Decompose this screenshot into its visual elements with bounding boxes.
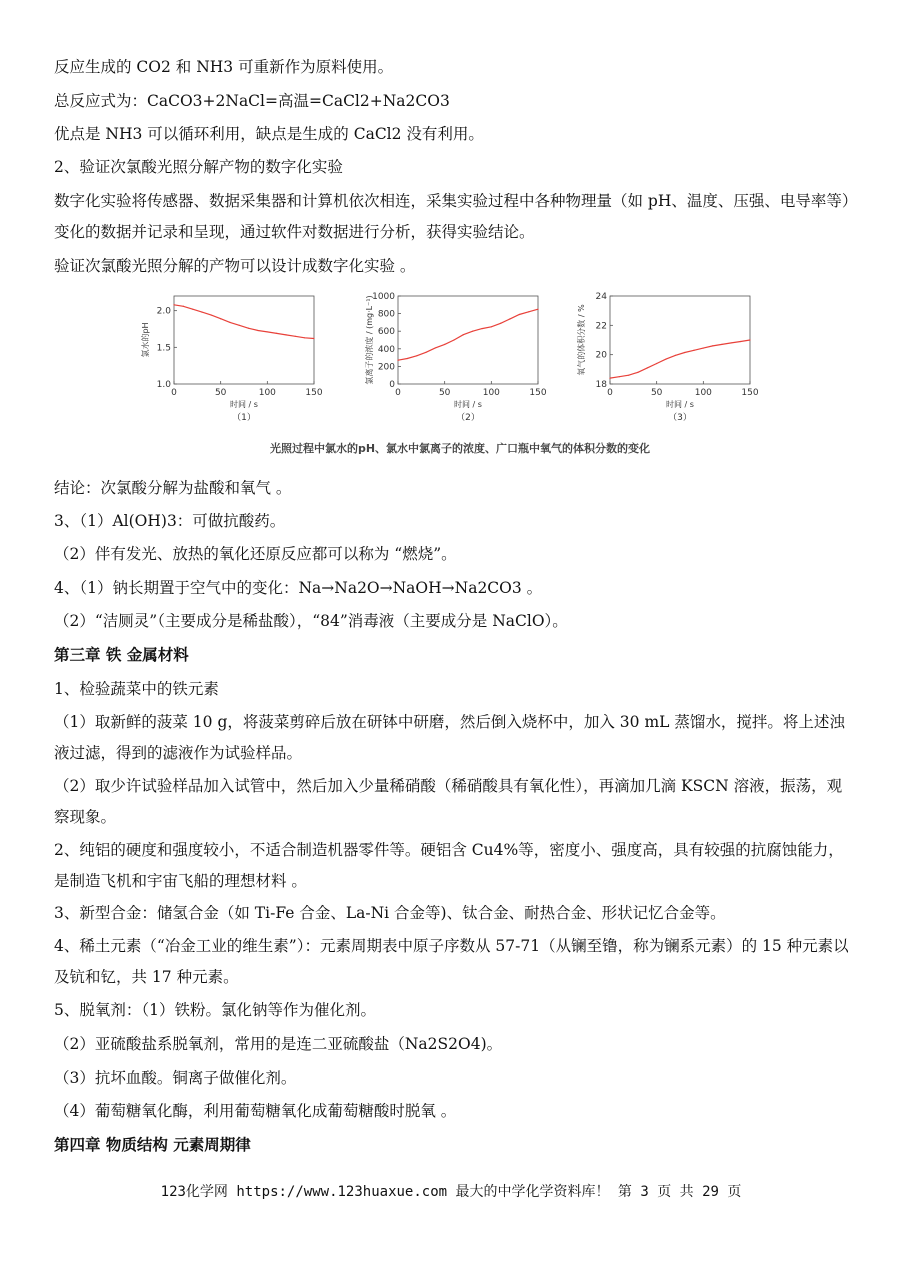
data-point bbox=[619, 376, 620, 377]
section-heading: 1、检验蔬菜中的铁元素 bbox=[54, 680, 219, 698]
panel-label: （2） bbox=[456, 413, 480, 423]
data-point bbox=[276, 333, 277, 334]
y-tick-label: 1.5 bbox=[156, 343, 171, 354]
data-point bbox=[675, 355, 676, 356]
y-tick-label: 18 bbox=[595, 380, 607, 390]
y-tick-label: 2.0 bbox=[156, 306, 171, 317]
chart-frame bbox=[174, 296, 314, 384]
figure-caption: 光照过程中氯水的pH、氯水中氯离子的浓度、广口瓶中氧气的体积分数的变化 bbox=[269, 442, 651, 455]
data-point bbox=[183, 306, 184, 307]
data-point bbox=[173, 304, 174, 305]
panel-label: （1） bbox=[232, 413, 256, 423]
data-point bbox=[684, 352, 685, 353]
section-heading: 2、验证次氯酸光照分解产物的数字化实验 bbox=[54, 158, 343, 176]
data-point bbox=[192, 309, 193, 310]
paragraph: （2）亚硫酸盐系脱氧剂，常用的是连二亚硫酸盐（Na2S2O4)。 bbox=[54, 1035, 503, 1053]
data-point bbox=[201, 312, 202, 313]
x-tick-label: 150 bbox=[305, 388, 323, 398]
data-point bbox=[248, 328, 249, 329]
x-tick-label: 50 bbox=[650, 388, 663, 398]
y-tick-label: 22 bbox=[595, 321, 607, 332]
x-tick-label: 50 bbox=[438, 388, 451, 398]
paragraph: 4、稀土元素（“冶金工业的维生素”）：元素周期表中原子序数从 57-71（从镧至镥，称为镧系元素）的 15 种元素以及钪和钇，共 17 种元素。 bbox=[54, 937, 849, 986]
x-tick-label: 100 bbox=[694, 388, 712, 398]
paragraph: 4、（1）钠长期置于空气中的变化：Na→Na2O→NaOH→Na2CO3 。 bbox=[54, 579, 543, 597]
y-tick-label: 1.0 bbox=[156, 380, 171, 390]
figure-charts bbox=[140, 288, 780, 463]
y-tick-label: 0 bbox=[389, 380, 395, 390]
chapter-heading: 第三章 铁 金属材料 bbox=[54, 645, 189, 664]
data-point bbox=[229, 322, 230, 323]
data-point bbox=[637, 372, 638, 373]
paragraph: 优点是 NH3 可以循环利用，缺点是生成的 CaCl2 没有利用。 bbox=[54, 125, 484, 143]
paragraph: （1）取新鲜的菠菜 10 g，将菠菜剪碎后放在研钵中研磨，然后倒入烧杯中，加入 30 mL 蒸馏水，搅拌。将上述浊液过滤，得到的滤液作为试验样品。 bbox=[54, 713, 845, 762]
x-axis-label: 时间 / s bbox=[230, 400, 258, 409]
paragraph: 结论：次氯酸分解为盐酸和氧气 。 bbox=[54, 479, 292, 497]
x-tick-label: 50 bbox=[214, 388, 227, 398]
data-point bbox=[693, 350, 694, 351]
data-point bbox=[509, 318, 510, 319]
paragraph: 2、纯铝的硬度和强度较小，不适合制造机器零件等。硬铝含 Cu4%等，密度小、强度高，具有较强的抗腐蚀能力，是制造飞机和宇宙飞船的理想材料 。 bbox=[54, 841, 844, 890]
data-point bbox=[647, 367, 648, 368]
data-point bbox=[740, 341, 741, 342]
data-point bbox=[721, 344, 722, 345]
data-point bbox=[463, 334, 464, 335]
data-point bbox=[656, 363, 657, 364]
data-point bbox=[472, 331, 473, 332]
x-tick-label: 150 bbox=[741, 388, 759, 398]
paragraph: 验证次氯酸光照分解的产物可以设计成数字化实验 。 bbox=[54, 257, 416, 275]
paragraph: 总反应式为：CaCO3+2NaCl=高温=CaCl2+Na2CO3 bbox=[54, 92, 450, 110]
data-series-line bbox=[174, 305, 314, 339]
page-footer: 123化学网 https://www.123huaxue.com 最大的中学化学资料库！ 第 3 页 共 29 页 bbox=[160, 1184, 742, 1200]
y-tick-label: 200 bbox=[377, 362, 395, 373]
paragraph: 数字化实验将传感器、数据采集器和计算机依次相连，采集实验过程中各种物理量（如 pH、温度、压强、电导率等）变化的数据并记录和呈现，通过软件对数据进行分析，获得实验结论。 bbox=[54, 192, 850, 241]
x-axis-label: 时间 / s bbox=[454, 400, 482, 409]
data-point bbox=[211, 314, 212, 315]
data-point bbox=[628, 375, 629, 376]
paragraph: 3、新型合金：储氢合金（如 Ti-Fe 合金、La-Ni 合金等)、钛合金、耐热合金、形状记忆合金等。 bbox=[54, 904, 726, 922]
data-point bbox=[397, 360, 398, 361]
data-point bbox=[267, 331, 268, 332]
data-point bbox=[703, 347, 704, 348]
data-point bbox=[285, 334, 286, 335]
paragraph: （2）“洁厕灵”（主要成分是稀盐酸），“84”消毒液（主要成分是 NaClO）。 bbox=[54, 612, 568, 630]
x-tick-label: 0 bbox=[171, 388, 177, 398]
data-point bbox=[519, 314, 520, 315]
data-point bbox=[500, 323, 501, 324]
x-tick-label: 150 bbox=[529, 388, 547, 398]
y-axis-label: 氯离子的浓度 / (mg·L⁻¹) bbox=[365, 295, 374, 385]
y-axis-label: 氧气的体积分数 / % bbox=[577, 304, 586, 376]
data-point bbox=[749, 339, 750, 340]
x-axis-label: 时间 / s bbox=[666, 400, 694, 409]
data-point bbox=[712, 345, 713, 346]
y-axis-label: 氯水的pH bbox=[141, 322, 150, 358]
data-point bbox=[665, 358, 666, 359]
x-tick-label: 100 bbox=[258, 388, 276, 398]
data-point bbox=[528, 311, 529, 312]
data-point bbox=[444, 344, 445, 345]
paragraph: 3、（1）Al(OH)3：可做抗酸药。 bbox=[54, 512, 286, 530]
data-point bbox=[239, 325, 240, 326]
data-point bbox=[425, 352, 426, 353]
paragraph: （3）抗坏血酸。铜离子做催化剂。 bbox=[54, 1069, 297, 1087]
data-point bbox=[220, 318, 221, 319]
data-point bbox=[537, 309, 538, 310]
paragraph: （2）伴有发光、放热的氧化还原反应都可以称为 “燃烧”。 bbox=[54, 545, 457, 563]
data-point bbox=[304, 337, 305, 338]
x-tick-label: 0 bbox=[607, 388, 613, 398]
paragraph: （4）葡萄糖氧化酶，利用葡萄糖氧化成葡萄糖酸时脱氧 。 bbox=[54, 1102, 457, 1120]
data-point bbox=[257, 330, 258, 331]
data-series-line bbox=[398, 309, 538, 360]
y-tick-label: 800 bbox=[377, 309, 395, 320]
data-point bbox=[435, 347, 436, 348]
paragraph: 5、脱氧剂：（1）铁粉。氯化钠等作为催化剂。 bbox=[54, 1001, 376, 1019]
chart-frame bbox=[398, 296, 538, 384]
data-point bbox=[609, 378, 610, 379]
chapter-heading: 第四章 物质结构 元素周期律 bbox=[54, 1135, 251, 1154]
paragraph: （2）取少许试验样品加入试管中，然后加入少量稀硝酸（稀硝酸具有氧化性），再滴加几滴 KSCN 溶液，振荡，观察现象。 bbox=[54, 777, 843, 826]
y-tick-label: 600 bbox=[377, 327, 395, 338]
data-point bbox=[295, 336, 296, 337]
x-tick-label: 100 bbox=[482, 388, 500, 398]
data-point bbox=[313, 338, 314, 339]
data-point bbox=[731, 342, 732, 343]
data-point bbox=[416, 355, 417, 356]
data-series-line bbox=[610, 340, 750, 378]
data-point bbox=[491, 326, 492, 327]
panel-label: （3） bbox=[668, 413, 692, 423]
y-tick-label: 20 bbox=[595, 350, 607, 361]
paragraph: 反应生成的 CO2 和 NH3 可重新作为原料使用。 bbox=[54, 58, 394, 76]
y-tick-label: 1000 bbox=[372, 292, 395, 302]
charts-svg bbox=[140, 288, 780, 438]
y-tick-label: 24 bbox=[595, 292, 607, 302]
chart-frame bbox=[610, 296, 750, 384]
data-point bbox=[407, 358, 408, 359]
data-point bbox=[481, 328, 482, 329]
x-tick-label: 0 bbox=[395, 388, 401, 398]
y-tick-label: 400 bbox=[377, 344, 395, 355]
data-point bbox=[453, 339, 454, 340]
